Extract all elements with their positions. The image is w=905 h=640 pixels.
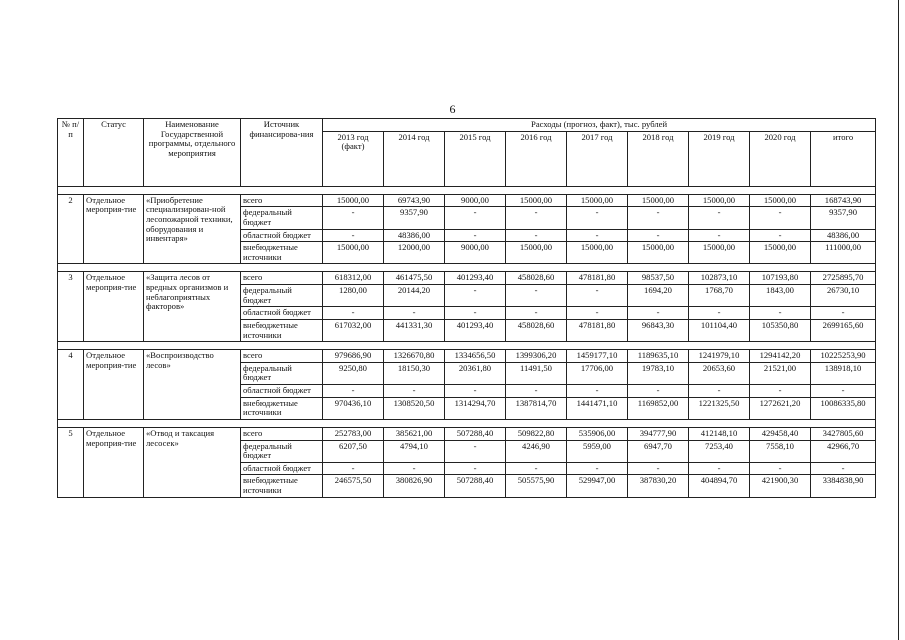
separator-cell [58,342,876,350]
year-value-cell: - [567,307,628,320]
funding-source-cell: областной бюджет [241,462,323,475]
year-value-cell: - [567,207,628,229]
group-separator [58,186,876,194]
year-value-cell: - [628,307,689,320]
year-value-cell: 101104,40 [689,319,750,341]
year-value-cell: 7253,40 [689,440,750,462]
status-cell: Отдельное мероприя-тие [84,427,144,497]
year-value-cell: - [628,207,689,229]
status-cell: Отдельное мероприя-тие [84,350,144,420]
year-value-cell: 478181,80 [567,319,628,341]
year-value-cell: 6207,50 [323,440,384,462]
funding-source-cell: всего [241,350,323,363]
table-row [58,350,876,363]
year-value-cell: - [689,229,750,242]
year-value-cell: - [750,462,811,475]
total-value-cell: - [811,385,876,398]
year-value-cell: 1399306,20 [506,350,567,363]
budget-table [57,118,876,498]
year-value-cell: - [323,307,384,320]
year-value-cell: - [506,462,567,475]
year-value-cell: - [445,385,506,398]
year-value-cell: - [384,307,445,320]
year-value-cell: 20144,20 [384,285,445,307]
year-value-cell: 1694,20 [628,285,689,307]
funding-source-cell: федеральный бюджет [241,362,323,384]
year-value-cell: 12000,00 [384,242,445,264]
year-value-cell: 618312,00 [323,272,384,285]
group-separator [58,264,876,272]
year-value-cell: 11491,50 [506,362,567,384]
header-year: 2017 год [567,131,628,186]
year-value-cell: - [323,229,384,242]
year-value-cell: 1308520,50 [384,397,445,419]
funding-source-cell: областной бюджет [241,385,323,398]
year-value-cell: - [689,385,750,398]
year-value-cell: - [445,207,506,229]
header-status: Статус [84,119,144,187]
separator-cell [58,264,876,272]
year-value-cell: - [506,207,567,229]
funding-source-cell: федеральный бюджет [241,285,323,307]
year-value-cell: 15000,00 [567,242,628,264]
header-year: 2015 год [445,131,506,186]
year-value-cell: 970436,10 [323,397,384,419]
year-value-cell: 461475,50 [384,272,445,285]
header-name: Наименование Государственной программы, отдельного мероприятия [144,119,241,187]
total-value-cell: - [811,462,876,475]
year-value-cell: - [506,229,567,242]
year-value-cell: 387830,20 [628,475,689,497]
year-value-cell: 979686,90 [323,350,384,363]
year-value-cell: 1768,70 [689,285,750,307]
year-value-cell: - [445,440,506,462]
funding-source-cell: федеральный бюджет [241,207,323,229]
header-year: 2018 год [628,131,689,186]
year-value-cell: 6947,70 [628,440,689,462]
year-value-cell: - [750,385,811,398]
year-value-cell: 15000,00 [689,242,750,264]
year-value-cell: 9357,90 [384,207,445,229]
year-value-cell: 4246,90 [506,440,567,462]
separator-cell [58,419,876,427]
year-value-cell: 9250,80 [323,362,384,384]
total-value-cell: 10225253,90 [811,350,876,363]
year-value-cell: 15000,00 [506,194,567,207]
measure-name-cell: «Приобретение специализирован-ной лесопожарной техники, оборудования и инвентаря» [144,194,241,264]
header-num: № п/п [58,119,84,187]
table-row [58,427,876,440]
measure-name-cell: «Воспроизводство лесов» [144,350,241,420]
total-value-cell: - [811,307,876,320]
year-value-cell: 412148,10 [689,427,750,440]
year-value-cell: 15000,00 [628,194,689,207]
year-value-cell: 478181,80 [567,272,628,285]
year-value-cell: - [323,462,384,475]
year-value-cell: - [384,385,445,398]
year-value-cell: - [445,462,506,475]
year-value-cell: 20653,60 [689,362,750,384]
year-value-cell: 1241979,10 [689,350,750,363]
row-number: 3 [58,272,84,342]
funding-source-cell: всего [241,194,323,207]
year-value-cell: 48386,00 [384,229,445,242]
year-value-cell: 385621,00 [384,427,445,440]
year-value-cell: 617032,00 [323,319,384,341]
group-separator [58,419,876,427]
year-value-cell: - [689,307,750,320]
year-value-cell: 1459177,10 [567,350,628,363]
row-number: 2 [58,194,84,264]
header-expenses: Расходы (прогноз, факт), тыс. рублей [323,119,876,132]
row-number: 4 [58,350,84,420]
year-value-cell: - [506,307,567,320]
year-value-cell: 401293,40 [445,319,506,341]
year-value-cell: - [689,462,750,475]
year-value-cell: - [750,307,811,320]
year-value-cell: 507288,40 [445,427,506,440]
year-value-cell: 7558,10 [750,440,811,462]
year-value-cell: 96843,30 [628,319,689,341]
year-value-cell: - [567,462,628,475]
year-value-cell: 69743,90 [384,194,445,207]
year-value-cell: 98537,50 [628,272,689,285]
total-value-cell: 3427805,60 [811,427,876,440]
year-value-cell: 1334656,50 [445,350,506,363]
header-source: Источник финансирова-ния [241,119,323,187]
total-value-cell: 10086335,80 [811,397,876,419]
table-body [58,186,876,497]
year-value-cell: 105350,80 [750,319,811,341]
funding-source-cell: внебюджетные источники [241,242,323,264]
funding-source-cell: областной бюджет [241,307,323,320]
status-cell: Отдельное мероприя-тие [84,194,144,264]
year-value-cell: - [445,285,506,307]
year-value-cell: 1221325,50 [689,397,750,419]
year-value-cell: 20361,80 [445,362,506,384]
status-cell: Отдельное мероприя-тие [84,272,144,342]
year-value-cell: 1189635,10 [628,350,689,363]
header-year: 2016 год [506,131,567,186]
funding-source-cell: областной бюджет [241,229,323,242]
year-value-cell: 401293,40 [445,272,506,285]
year-value-cell: - [750,229,811,242]
group-separator [58,342,876,350]
year-value-cell: - [750,207,811,229]
year-value-cell: 5959,00 [567,440,628,462]
year-value-cell: 19783,10 [628,362,689,384]
year-value-cell: - [628,462,689,475]
year-value-cell: 15000,00 [506,242,567,264]
year-value-cell: 15000,00 [323,242,384,264]
year-value-cell: 102873,10 [689,272,750,285]
total-value-cell: 2699165,60 [811,319,876,341]
header-year: 2020 год [750,131,811,186]
total-value-cell: 168743,90 [811,194,876,207]
year-value-cell: 529947,00 [567,475,628,497]
year-value-cell: 21521,00 [750,362,811,384]
year-value-cell: 421900,30 [750,475,811,497]
year-value-cell: - [323,385,384,398]
total-value-cell: 9357,90 [811,207,876,229]
year-value-cell: 1314294,70 [445,397,506,419]
header-year: 2014 год [384,131,445,186]
year-value-cell: 15000,00 [567,194,628,207]
year-value-cell: 107193,80 [750,272,811,285]
year-value-cell: 505575,90 [506,475,567,497]
year-value-cell: - [445,229,506,242]
year-value-cell: - [506,385,567,398]
year-value-cell: 458028,60 [506,319,567,341]
year-value-cell: 15000,00 [750,242,811,264]
page-number: 6 [449,102,456,116]
year-value-cell: 394777,90 [628,427,689,440]
year-value-cell: 246575,50 [323,475,384,497]
page-edge-line [898,0,899,640]
year-value-cell: 404894,70 [689,475,750,497]
total-value-cell: 3384838,90 [811,475,876,497]
year-value-cell: 1169852,00 [628,397,689,419]
funding-source-cell: внебюджетные источники [241,319,323,341]
year-value-cell: 1326670,80 [384,350,445,363]
year-value-cell: - [567,285,628,307]
year-value-cell: 535906,00 [567,427,628,440]
year-value-cell: - [628,229,689,242]
year-value-cell: 15000,00 [628,242,689,264]
header-total: итого [811,131,876,186]
year-value-cell: - [384,462,445,475]
funding-source-cell: всего [241,427,323,440]
year-value-cell: 15000,00 [689,194,750,207]
year-value-cell: - [628,385,689,398]
year-value-cell: - [506,285,567,307]
year-value-cell: 441331,30 [384,319,445,341]
total-value-cell: 26730,10 [811,285,876,307]
total-value-cell: 42966,70 [811,440,876,462]
total-value-cell: 48386,00 [811,229,876,242]
year-value-cell: 252783,00 [323,427,384,440]
year-value-cell: 4794,10 [384,440,445,462]
year-value-cell: 458028,60 [506,272,567,285]
year-value-cell: 9000,00 [445,242,506,264]
total-value-cell: 111000,00 [811,242,876,264]
year-value-cell: - [323,207,384,229]
year-value-cell: 380826,90 [384,475,445,497]
funding-source-cell: внебюджетные источники [241,475,323,497]
row-number: 5 [58,427,84,497]
table-row [58,194,876,207]
year-value-cell: - [445,307,506,320]
funding-source-cell: всего [241,272,323,285]
year-value-cell: - [689,207,750,229]
year-value-cell: 1294142,20 [750,350,811,363]
year-value-cell: 9000,00 [445,194,506,207]
year-value-cell: 429458,40 [750,427,811,440]
year-value-cell: 18150,30 [384,362,445,384]
year-value-cell: - [567,229,628,242]
separator-cell [58,186,876,194]
header-year: 2019 год [689,131,750,186]
measure-name-cell: «Отвод и таксация лесосек» [144,427,241,497]
total-value-cell: 2725895,70 [811,272,876,285]
year-value-cell: 15000,00 [750,194,811,207]
year-value-cell: 17706,00 [567,362,628,384]
measure-name-cell: «Защита лесов от вредных организмов и неблагоприятных факторов» [144,272,241,342]
year-value-cell: 1441471,10 [567,397,628,419]
year-value-cell: 1280,00 [323,285,384,307]
year-value-cell: 1272621,20 [750,397,811,419]
year-value-cell: 15000,00 [323,194,384,207]
funding-source-cell: федеральный бюджет [241,440,323,462]
year-value-cell: 1843,00 [750,285,811,307]
year-value-cell: 1387814,70 [506,397,567,419]
header-year: 2013 год (факт) [323,131,384,186]
year-value-cell: - [567,385,628,398]
year-value-cell: 507288,40 [445,475,506,497]
year-value-cell: 509822,80 [506,427,567,440]
table-row [58,272,876,285]
funding-source-cell: внебюджетные источники [241,397,323,419]
total-value-cell: 138918,10 [811,362,876,384]
